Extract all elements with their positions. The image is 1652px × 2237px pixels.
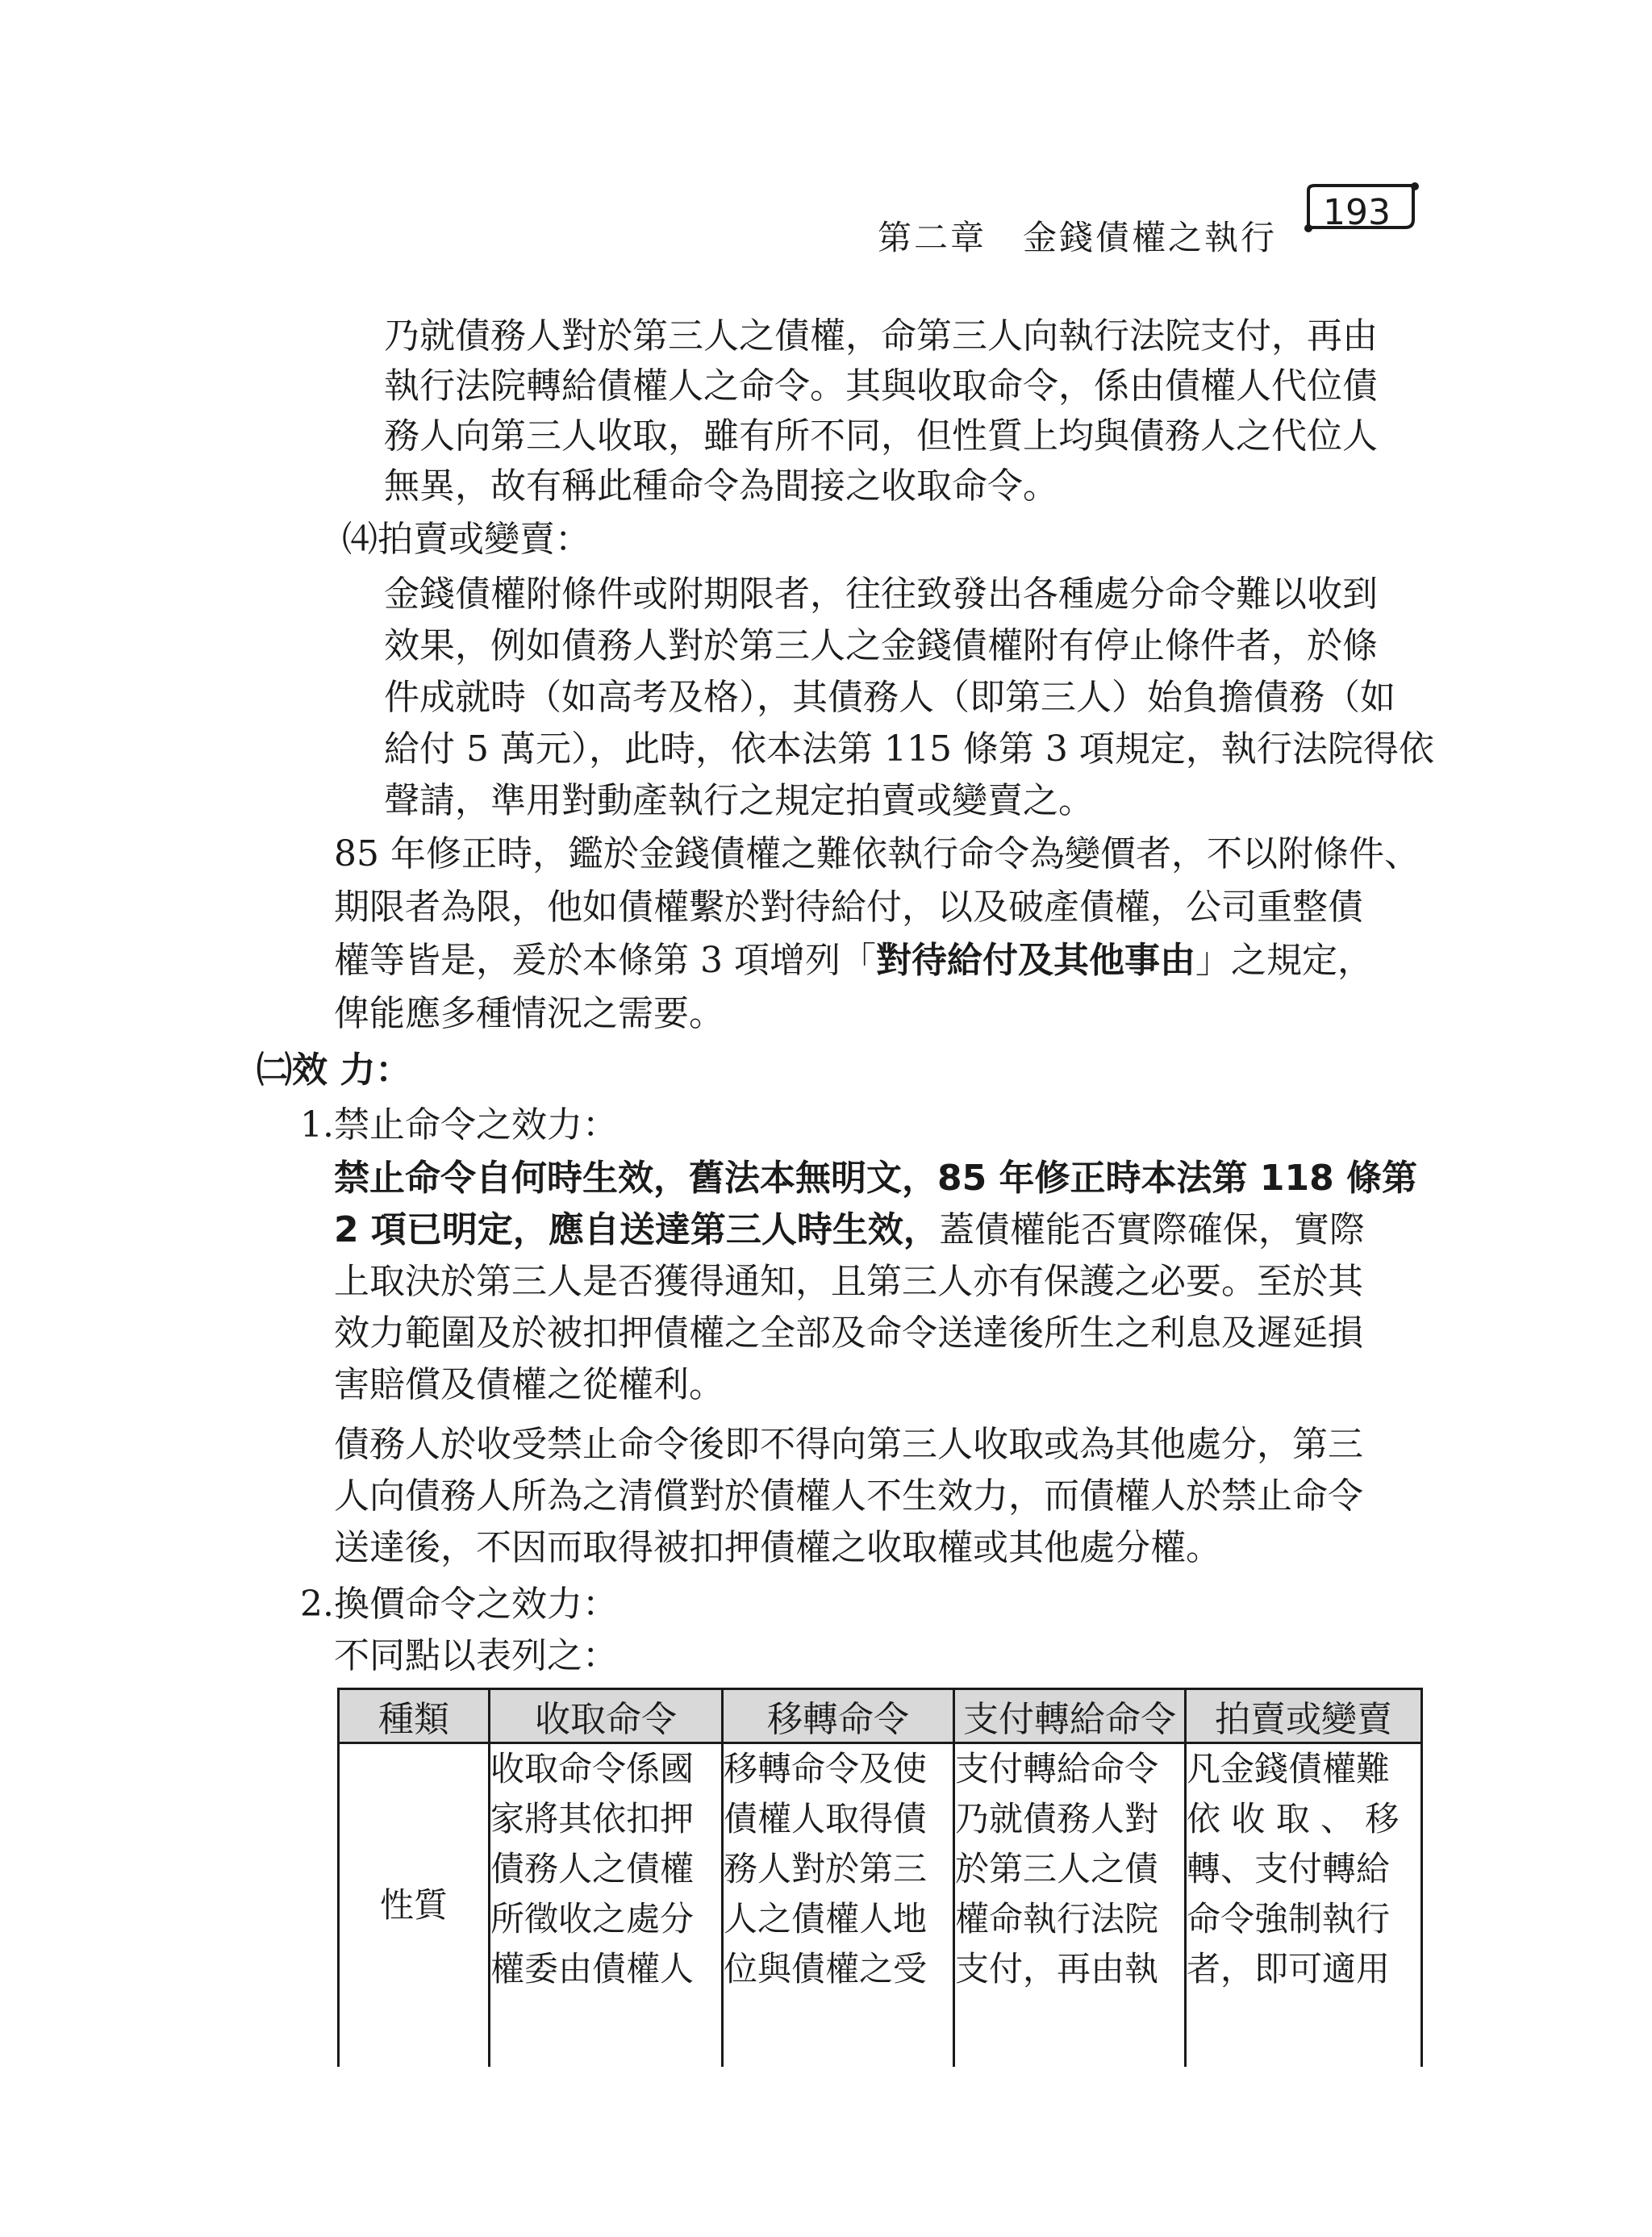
table-cell (1186, 1743, 1422, 2068)
cell-line: 人之債權人地 (724, 1899, 928, 1939)
text-line: 無異，故有稱此種命令為間接之收取命令。 (384, 465, 1058, 507)
table-intro: 不同點以表列之： (334, 1635, 618, 1676)
emphasis-text: 對待給付及其他事由 (875, 940, 1195, 981)
cell-line: 依 收 取 、 移 (1187, 1799, 1400, 1838)
text-line: 務人向第三人收取，雖有所不同，但性質上均與債務人之代位人 (384, 415, 1378, 457)
cell-line: 權委由債權人 (490, 1949, 695, 1989)
cell-line: 位與債權之受 (724, 1949, 928, 1989)
table-header-row (339, 1689, 1422, 1743)
text-line: 聲請，準用對動產執行之規定拍賣或變賣之。 (384, 780, 1094, 821)
text-line: 俾能應多種情況之需要。 (334, 993, 724, 1034)
text-line: 給付 5 萬元），此時，依本法第 115 條第 3 項規定，執行法院得依 (384, 728, 1434, 770)
item-4-heading: ⑷拍賣或變賣： (342, 519, 590, 560)
text-line: 金錢債權附條件或附期限者，往往致發出各種處分命令難以收到 (384, 574, 1378, 615)
item-2-heading: 2.換價命令之效力： (300, 1584, 618, 1625)
text-line: 件成就時（如高考及格），其債務人（即第三人）始負擔債務（如 (384, 677, 1395, 718)
cell-line: 收取命令係國 (490, 1749, 695, 1788)
table-row-label (339, 1743, 490, 2068)
cell-line: 命令強制執行 (1187, 1899, 1391, 1939)
table-header-cell: 拍賣或變賣 (1186, 1689, 1422, 1743)
table-row (339, 1743, 1422, 2068)
section-2-heading: ㈡效 力： (257, 1050, 411, 1091)
cell-line: 家將其依扣押 (490, 1799, 695, 1838)
text-run: 權等皆是，爰於本條第 3 項增列「 (334, 940, 876, 981)
text-line: 害賠償及債權之從權利。 (334, 1364, 724, 1405)
text-line: 期限者為限，他如債權繫於對待給付，以及破產債權，公司重整債 (334, 887, 1363, 928)
cell-line: 於第三人之債 (955, 1849, 1159, 1889)
text-line: 上取決於第三人是否獲得通知，且第三人亦有保護之必要。至於其 (334, 1261, 1363, 1302)
row-label-text: 性質 (379, 1885, 448, 1925)
text-run: 」之規定， (1195, 940, 1373, 981)
cell-line: 權命執行法院 (955, 1899, 1159, 1939)
table-header-cell: 移轉命令 (723, 1689, 954, 1743)
cell-line: 所徵收之處分 (490, 1899, 695, 1939)
cell-line: 移轉命令及使 (724, 1749, 928, 1788)
text-run: 蓋債權能否實際確保，實際 (938, 1209, 1365, 1250)
cell-line: 務人對於第三 (724, 1849, 928, 1889)
emphasis-line: 禁止命令自何時生效，舊法本無明文，85 年修正時本法第 118 條第 (334, 1158, 1418, 1199)
text-line: 執行法院轉給債權人之命令。其與收取命令，係由債權人代位債 (384, 365, 1378, 407)
table-cell (723, 1743, 954, 2068)
cell-line: 債權人取得債 (724, 1799, 928, 1838)
page-number: 193 (1323, 192, 1391, 233)
comparison-table (337, 1688, 1423, 2067)
cell-line: 乃就債務人對 (955, 1799, 1159, 1838)
cell-line: 凡金錢債權難 (1187, 1749, 1391, 1788)
text-line: 效力範圍及於被扣押債權之全部及命令送達後所生之利息及遲延損 (334, 1313, 1363, 1354)
item-1-heading: 1.禁止命令之效力： (300, 1104, 618, 1146)
text-line: 效果，例如債務人對於第三人之金錢債權附有停止條件者，於條 (384, 625, 1378, 666)
cell-line: 支付轉給命令 (955, 1749, 1159, 1788)
table-header-cell: 收取命令 (490, 1689, 723, 1743)
text-line: 人向債務人所為之清償對於債權人不生效力，而債權人於禁止命令 (334, 1475, 1363, 1517)
emphasis-text: 2 項已明定，應自送達第三人時生效， (334, 1209, 939, 1250)
text-line: 送達後，不因而取得被扣押債權之收取權或其他處分權。 (334, 1527, 1221, 1568)
cell-line: 者，即可適用 (1187, 1949, 1391, 1989)
text-line: 債務人於收受禁止命令後即不得向第三人收取或為其他處分，第三 (334, 1424, 1363, 1465)
cell-line: 轉、支付轉給 (1187, 1849, 1391, 1889)
table-header-cell: 種類 (339, 1689, 490, 1743)
text-line: 乃就債務人對於第三人之債權，命第三人向執行法院支付，再由 (384, 315, 1378, 357)
chapter-title: 第二章 金錢債權之執行 (878, 218, 1278, 257)
cell-line: 債務人之債權 (490, 1849, 695, 1889)
table-cell (954, 1743, 1186, 2068)
table-cell (490, 1743, 723, 2068)
text-line (334, 936, 1373, 986)
cell-line: 支付，再由執 (955, 1949, 1159, 1989)
text-line: 85 年修正時，鑑於金錢債權之難依執行命令為變價者，不以附條件、 (334, 833, 1420, 874)
text-line (334, 1205, 1365, 1255)
table-header-cell: 支付轉給命令 (954, 1689, 1186, 1743)
